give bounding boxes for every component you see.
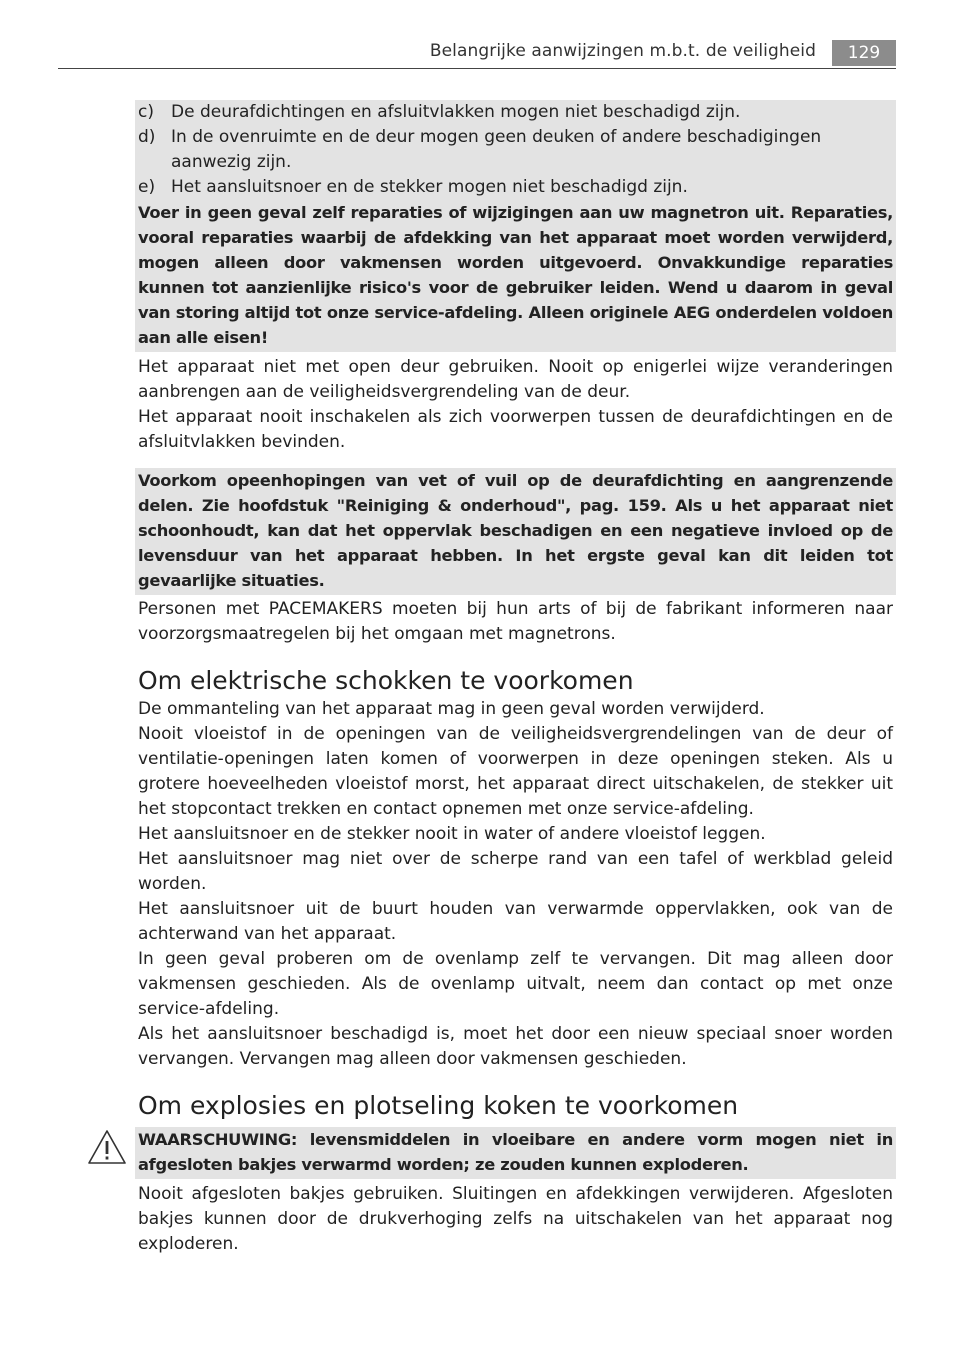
header-title: Belangrijke aanwijzingen m.b.t. de veiligheid — [429, 41, 816, 61]
paragraph-door-1: Het apparaat niet met open deur gebruiken. Nooit op enigerlei wijze veranderingen aanbrengen aan de veiligheidsvergrendeling van de deur. — [138, 357, 893, 402]
warning-triangle-icon — [87, 1129, 127, 1165]
gray-block-warning — [135, 1127, 896, 1179]
paragraph: In geen geval proberen om de ovenlamp zelf te vervangen. Dit mag alleen door vakmensen geschieden. Als de ovenlamp uitvalt, neem dan contact op met onze service-afdeling. — [138, 949, 893, 1019]
section-heading-shock: Om elektrische schokken te voorkomen — [138, 666, 634, 695]
paragraph: Het aansluitsnoer en de stekker nooit in water of andere vloeistof leggen. — [138, 824, 766, 844]
section-heading-explosion: Om explosies en plotseling koken te voorkomen — [138, 1091, 739, 1120]
gray-block-repairs — [135, 100, 896, 352]
paragraph: Het aansluitsnoer mag niet over de scherpe rand van een tafel of werkblad geleid worden. — [138, 849, 893, 894]
warning-repairs: Voer in geen geval zelf reparaties of wijzigingen aan uw magnetron uit. Reparaties, vooral reparaties waarbij de afdekking van het apparaat moet worden verwijderd, mogen alleen door vakmensen worden uitgevoerd. Onvakkundige reparaties kunnen tot aanzienlijke risico's voor de gebruiker leiden. Wend u daarom in geval van storing altijd tot onze service-afdeling. Alleen originele AEG onderdelen voldoen aan alle eisen! — [138, 203, 893, 347]
list-item — [138, 125, 893, 175]
paragraph: De ommanteling van het apparaat mag in geen geval worden verwijderd. — [138, 699, 765, 719]
paragraph: Als het aansluitsnoer beschadigd is, moet het door een nieuw speciaal snoer worden vervangen. Vervangen mag alleen door vakmensen geschieden. — [138, 1024, 893, 1069]
paragraph-pacemaker: Personen met PACEMAKERS moeten bij hun arts of bij de fabrikant informeren naar voorzorgsmaatregelen bij het omgaan met magnetrons. — [138, 599, 893, 644]
page-header — [58, 40, 896, 69]
list-item — [138, 175, 893, 200]
paragraph: Nooit vloeistof in de openingen van de veiligheidsvergrendelingen van de deur of ventilatie-openingen laten komen of voorwerpen in deze openingen steken. Als u grotere hoeveelheden vloeistof morst, het apparaat direct uitschakelen, de stekker uit het stopcontact trekken en contact opnemen met onze service-afdeling. — [138, 724, 893, 819]
warning-row — [135, 1127, 896, 1179]
list-marker: c) — [138, 102, 154, 122]
list-marker: d) — [138, 127, 156, 147]
list-text: In de ovenruimte en de deur mogen geen deuken of andere beschadigingen aanwezig zijn. — [171, 127, 822, 172]
paragraph-explosion: Nooit afgesloten bakjes gebruiken. Sluitingen en afdekkingen verwijderen. Afgesloten bakjes kunnen door de drukverhoging zelfs na uitschakelen van het apparaat nog exploderen. — [138, 1184, 893, 1254]
warning-explosion: WAARSCHUWING: levensmiddelen in vloeibare en andere vorm mogen niet in afgesloten bakjes verwarmd worden; ze zouden kunnen exploderen. — [138, 1130, 893, 1174]
page-number: 129 — [832, 40, 896, 66]
list-text: De deurafdichtingen en afsluitvlakken mogen niet beschadigd zijn. — [171, 102, 741, 122]
list-text: Het aansluitsnoer en de stekker mogen niet beschadigd zijn. — [171, 177, 688, 197]
paragraph-door-2: Het apparaat nooit inschakelen als zich voorwerpen tussen de deurafdichtingen en de afsluitvlakken bevinden. — [138, 407, 893, 452]
warning-cleaning: Voorkom opeenhopingen van vet of vuil op de deurafdichting en aangrenzende delen. Zie hoofdstuk "Reiniging & onderhoud", pag. 159. Als u het apparaat niet schoonhoudt, kan dat het oppervlak beschadigen en een negatieve invloed op de levensduur van het apparaat hebben. In het ergste geval kan dit leiden tot gevaarlijke situaties. — [138, 471, 893, 590]
page-content — [135, 100, 896, 1257]
list-item — [138, 100, 893, 125]
list-marker: e) — [138, 177, 156, 197]
gray-block-cleaning — [135, 468, 896, 595]
paragraph: Het aansluitsnoer uit de buurt houden van verwarmde oppervlakken, ook van de achterwand van het apparaat. — [138, 899, 893, 944]
